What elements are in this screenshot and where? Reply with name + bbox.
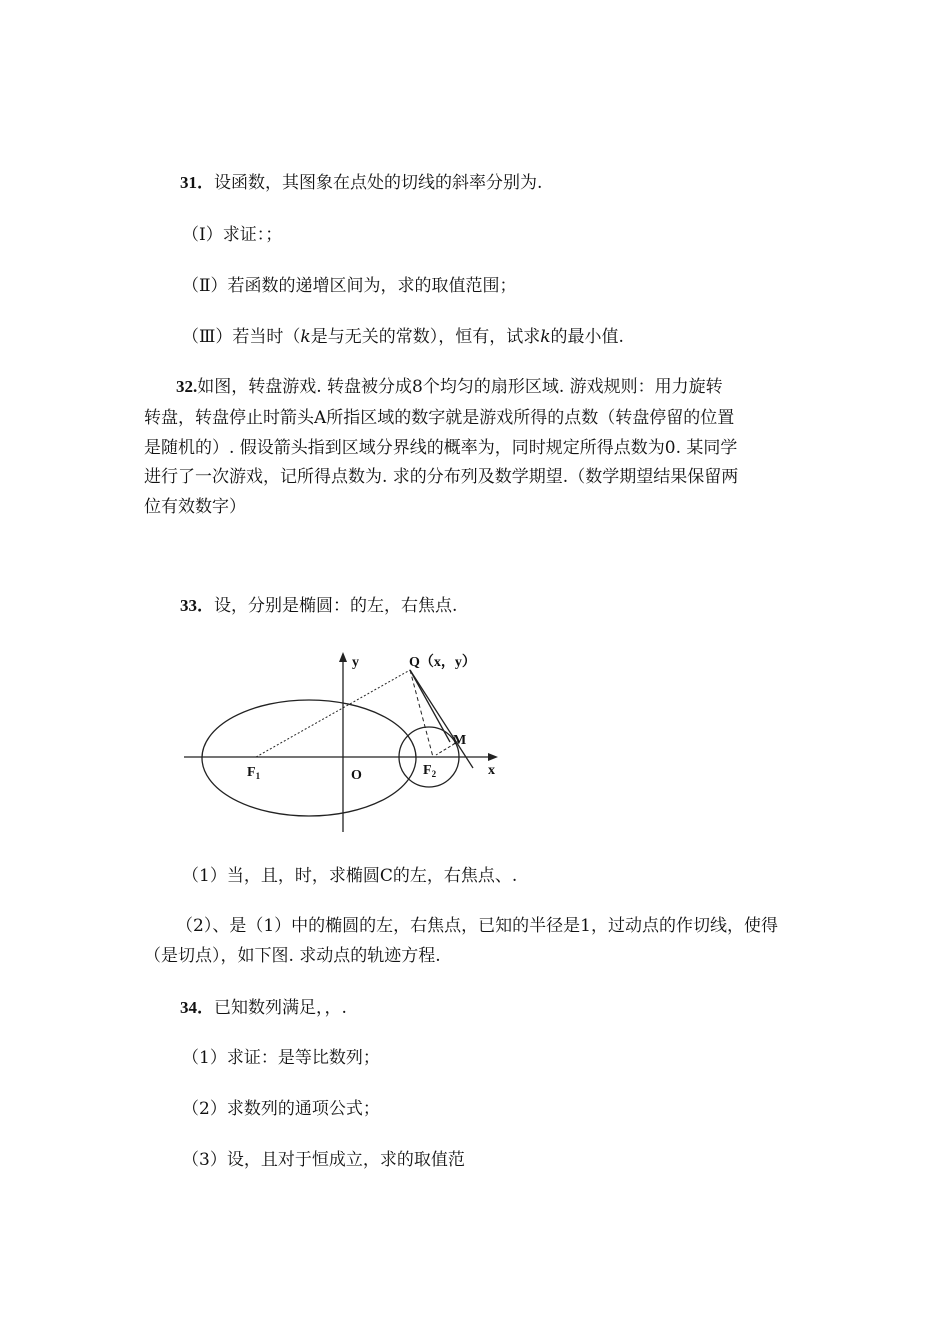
label-f2-main: F	[423, 763, 432, 778]
q31-part3-line	[182, 327, 624, 347]
label-f2-sub: 2	[431, 769, 437, 779]
q34-part2: （2）求数列的通项公式；	[182, 1099, 380, 1119]
label-f1-main: F	[247, 765, 256, 780]
q34-stem-line	[180, 998, 347, 1018]
q31-part3-k1: k	[300, 327, 311, 347]
label-o: O	[351, 768, 362, 783]
q33-number: 33．	[180, 596, 214, 615]
label-f2	[423, 763, 437, 779]
label-m: M	[453, 733, 467, 748]
q33-stem: 设，分别是椭圆：的左，右焦点.	[214, 596, 458, 616]
label-f1	[247, 765, 261, 781]
q32-line5: 位有效数字）	[144, 497, 246, 517]
x-axis-arrow	[488, 753, 498, 761]
q31-stem: 设函数，其图象在点处的切线的斜率分别为.	[214, 173, 543, 193]
q31-part2: （Ⅱ）若函数的递增区间为，求的取值范围；	[182, 276, 517, 296]
label-y: y	[352, 655, 359, 670]
line-f1-q	[256, 670, 410, 757]
q32-line2: 转盘，转盘停止时箭头A所指区域的数字就是游戏所得的点数（转盘停留的位置	[144, 408, 735, 428]
y-axis-arrow	[339, 652, 347, 662]
q31-part3-b: 是与无关的常数），恒有，试求	[310, 327, 541, 347]
q31-part3-a: （Ⅲ）若当时（	[182, 327, 301, 347]
q32-line1	[176, 377, 723, 397]
q32-number: 32.	[176, 377, 198, 396]
q34-number: 34．	[180, 998, 214, 1017]
q31-part3-k2: k	[540, 327, 551, 347]
label-f1-sub: 1	[255, 771, 261, 781]
q34-part3: （3）设，且对于恒成立，求的取值范	[182, 1150, 465, 1170]
q34-part1: （1）求证：是等比数列；	[182, 1048, 380, 1068]
q32-line3: 是随机的）. 假设箭头指到区域分界线的概率为，同时规定所得点数为0. 某同学	[144, 438, 738, 458]
q31-part1: （Ⅰ）求证：；	[182, 225, 283, 245]
ellipse-curve	[202, 700, 416, 816]
q32-line4: 进行了一次游戏，记所得点数为. 求的分布列及数学期望.（数学期望结果保留两	[144, 467, 739, 487]
q32-text1: 如图，转盘游戏. 转盘被分成8个均匀的扇形区域. 游戏规则：用力旋转	[197, 377, 723, 397]
ellipse-figure	[178, 648, 508, 838]
q31-part3-c: 的最小值.	[550, 327, 624, 347]
q33-part1: （1）当，且，时，求椭圆C的左，右焦点、.	[182, 866, 518, 886]
q34-stem: 已知数列满足，，.	[214, 998, 347, 1018]
tangent-line-2	[410, 670, 450, 742]
label-x: x	[488, 763, 495, 778]
q31-stem-line	[180, 173, 542, 193]
label-q: Q（x，y）	[409, 655, 476, 670]
q33-part2-line1: （2）、是（1）中的椭圆的左，右焦点，已知的半径是1，过动点的作切线，使得	[176, 916, 778, 936]
tangent-line-1	[410, 670, 473, 768]
q31-number: 31．	[180, 173, 214, 192]
q33-part2-line2: （是切点），如下图. 求动点的轨迹方程.	[144, 946, 441, 966]
q33-stem-line	[180, 596, 457, 616]
